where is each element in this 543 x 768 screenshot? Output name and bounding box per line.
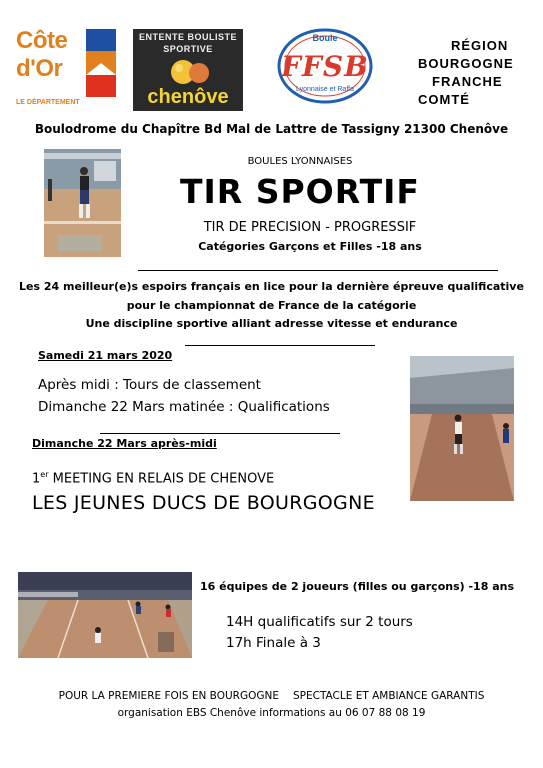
divider-3 [100,433,340,434]
cote-dor-logo [14,27,118,113]
day1-date: Samedi 21 mars 2020 [38,349,173,362]
meeting-line [32,470,274,486]
headline: LES JEUNES DUCS DE BOURGOGNE [32,492,375,514]
divider-1 [138,270,498,271]
player-photo-2-image [410,356,514,501]
ebs-chenove-logo [133,29,243,111]
day2-date: Dimanche 22 Mars après-midi [32,437,217,450]
subtitle: TIR DE PRECISION - PROGRESSIF [203,220,417,235]
ffsb-top-text: Boule [312,33,338,43]
cote-dor-stripes-icon [86,29,116,97]
region-line-1: RÉGION [451,38,509,53]
teams-info: 16 équipes de 2 joueurs (filles ou garçons) -18 ans [200,580,514,593]
ebs-line-1: ENTENTE BOULISTE [138,32,237,42]
region-line-3: FRANCHE [432,74,503,89]
intro-line-2: pour le championnat de France de la catégorie [126,299,417,312]
player-photo-1-image [44,149,121,257]
footer-line-1 [0,690,543,702]
kicker: BOULES LYONNAISES [247,156,353,167]
region-line-2: BOURGOGNE [418,56,514,71]
main-title: TIR SPORTIF [180,172,420,211]
meeting-ordinal: er [40,470,49,479]
footer-contact: organisation EBS Chenôve informations au 06 07 88 08 19 [117,707,426,719]
day1-line-1: Après midi : Tours de classement [38,377,261,393]
divider-2 [185,345,375,346]
ebs-line-2: SPORTIVE [163,44,213,54]
ffsb-letters: FFSB [281,50,369,83]
day1-line-2: Dimanche 22 Mars matinée : Qualifications [38,399,330,415]
footer-first-time: POUR LA PREMIERE FOIS EN BOURGOGNE [58,690,279,702]
player-photo-2 [410,356,514,501]
ffsb-logo [275,26,375,106]
footer-spectacle: SPECTACLE ET AMBIANCE GARANTIS [292,690,485,702]
cote-dor-word-1: Côte [16,27,68,54]
region-line-4: COMTÉ [418,92,470,107]
cote-dor-subtitle: LE DÉPARTEMENT [16,99,80,106]
categories: Catégories Garçons et Filles -18 ans [198,240,422,253]
meeting-label: MEETING EN RELAIS DE CHENOVE [48,471,275,487]
cote-dor-word-2: d'Or [16,55,63,82]
ebs-city: chenôve [147,86,229,108]
schedule-2: 17h Finale à 3 [226,635,321,651]
meeting-number: 1 [32,471,41,487]
boules-icon [165,56,213,86]
venue-address: Boulodrome du Chapître Bd Mal de Lattre de Tassigny 21300 Chenôve [34,122,509,136]
intro-line-1: Les 24 meilleur(e)s espoirs français en lice pour la dernière épreuve qualificative [19,280,524,293]
player-photo-1 [44,149,121,257]
crowd-photo-image [18,572,192,658]
schedule-1: 14H qualificatifs sur 2 tours [226,614,413,630]
ffsb-bottom-text: Lyonnaise et Raffa [296,86,354,93]
region-bfc-logo [418,38,528,112]
intro-line-3: Une discipline sportive alliant adresse vitesse et endurance [85,317,458,330]
crowd-photo [18,572,192,658]
